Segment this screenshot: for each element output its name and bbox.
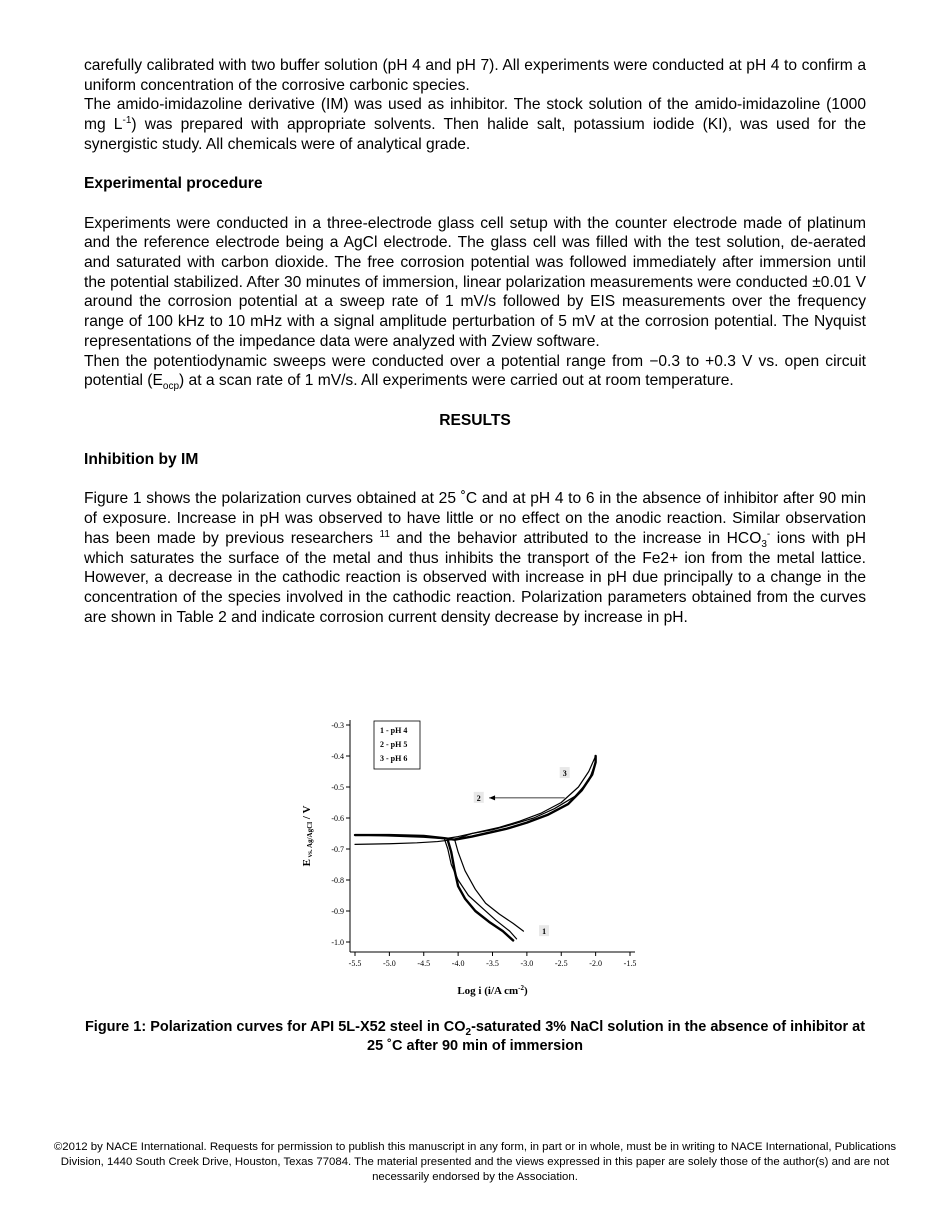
y-tick-label: -0.4	[331, 752, 344, 761]
x-tick-label: -4.5	[417, 959, 431, 968]
y-tick-label: -0.7	[331, 845, 344, 854]
x-tick-label: -5.5	[348, 959, 362, 968]
y-tick-label: -0.3	[331, 721, 344, 730]
y-tick-label: -0.6	[331, 814, 344, 823]
x-tick-label: -4.0	[451, 959, 465, 968]
x-axis-label: Log i (i/A $cm^{-2}$)	[457, 984, 528, 997]
y-tick-label: -0.8	[331, 876, 344, 885]
paragraph-materials: carefully calibrated with two buffer solution (pH 4 and pH 7). All experiments were conducted at pH 4 to confirm a uniform concentration of the corrosive carbonic species. The amido-imidazoline derivative (IM) was used as inhibitor. The stock solution of the amido-imidazoline (1000 mg $L^{-1}$) was prepared with appropriate solvents. Then halide salt, potassium iodide (KI), was used for the synergistic study. All chemicals were of analytical grade.	[84, 57, 867, 153]
x-tick-label: -5.0	[383, 959, 396, 968]
polarization-chart	[290, 708, 660, 1008]
x-tick-label: -2.0	[589, 959, 602, 968]
legend-item: 2 - pH 5	[380, 740, 408, 749]
annotation-label-3: 3	[562, 769, 567, 779]
legend-item: 1 - pH 4	[380, 726, 408, 735]
series-line-6	[444, 839, 516, 939]
x-tick-label: -3.5	[486, 959, 499, 968]
annotation-label-2: 2	[476, 793, 481, 803]
x-tick-label: -1.5	[623, 959, 637, 968]
paper-body	[84, 56, 866, 627]
copyright-footer: ©2012 by NACE International. Requests for permission to publish this manuscript in any form, in part or in whole, must be in writing to NACE International, Publications Division, 1440 South Creek Drive, Houston, Texas 77084. The material presented and the views expressed in this paper are solely those of the author(s) and are not necessarily endorsed by the Association.	[53, 1141, 897, 1183]
annotation-label-1: 1	[542, 927, 547, 937]
figure-caption: Figure 1: Polarization curves for API 5L-X52 steel in $CO_2$-saturated 3% NaCl solution in the absence of inhibitor at 25 ˚C after 90 min of immersion	[84, 1019, 866, 1054]
y-axis-label: E vs. Ag/AgCl / V	[301, 805, 314, 867]
chart-series	[355, 756, 596, 940]
series-line-2	[455, 840, 524, 931]
x-tick-label: -2.5	[554, 959, 568, 968]
paragraph-inhibition: Figure 1 shows the polarization curves obtained at 25 ˚C and at pH 4 to 6 in the absence of inhibitor after 90 min of exposure. Increase in pH was observed to have little or no effect on the anodic reaction. Similar observation has been made by previous researchers $^{11}$ and the behavior attributed to the increase in $HCO_3^-$ ions with pH which saturates the surface of the metal and thus inhibits the transport of the Fe2+ ion from the metal lattice. However, a decrease in the cathodic reaction is observed with increase in pH due principally to a change in the concentration of the species involved in the cathodic reaction. Polarization parameters obtained from the curves are shown in Table 2 and indicate corrosion current density decrease by increase in pH.	[84, 490, 866, 626]
y-tick-label: -0.5	[331, 783, 344, 792]
heading-results: RESULTS	[439, 411, 511, 429]
x-tick-label: -3.0	[520, 959, 534, 968]
heading-experimental-procedure: Experimental procedure	[84, 175, 263, 193]
annotation-arrow-head	[489, 795, 495, 800]
heading-inhibition: Inhibition by IM	[84, 451, 199, 468]
y-tick-label: -0.9	[331, 907, 344, 916]
y-tick-label: -1.0	[331, 938, 344, 947]
figure-1	[290, 708, 660, 1008]
citation-ref: 11	[379, 528, 390, 540]
chart-legend	[374, 721, 420, 769]
legend-item: 3 - pH 6	[380, 754, 408, 763]
paragraph-experimental: Experiments were conducted in a three-electrode glass cell setup with the counter electrode made of platinum and the reference electrode being a AgCl electrode. The glass cell was filled with the test solution, de-aerated and saturated with carbon dioxide. The free corrosion potential was followed immediately after immersion until the potential stabilized. After 30 minutes of immersion, linear polarization measurements were conducted ±0.01 V around the corrosion potential at a sweep rate of 1 mV/s followed by EIS measurements over the frequency range of 100 kHz to 10 mHz with a signal amplitude perturbation of 5 mV at the corrosion potential. The Nyquist representations of the impedance data were analyzed with Zview software. Then the potentiodynamic sweeps were conducted over a potential range from −0.3 to +0.3 V vs. open circuit potential $(E_{ocp})$ at a scan rate of 1 mV/s. All experiments were carried out at room temperature.	[84, 214, 866, 393]
